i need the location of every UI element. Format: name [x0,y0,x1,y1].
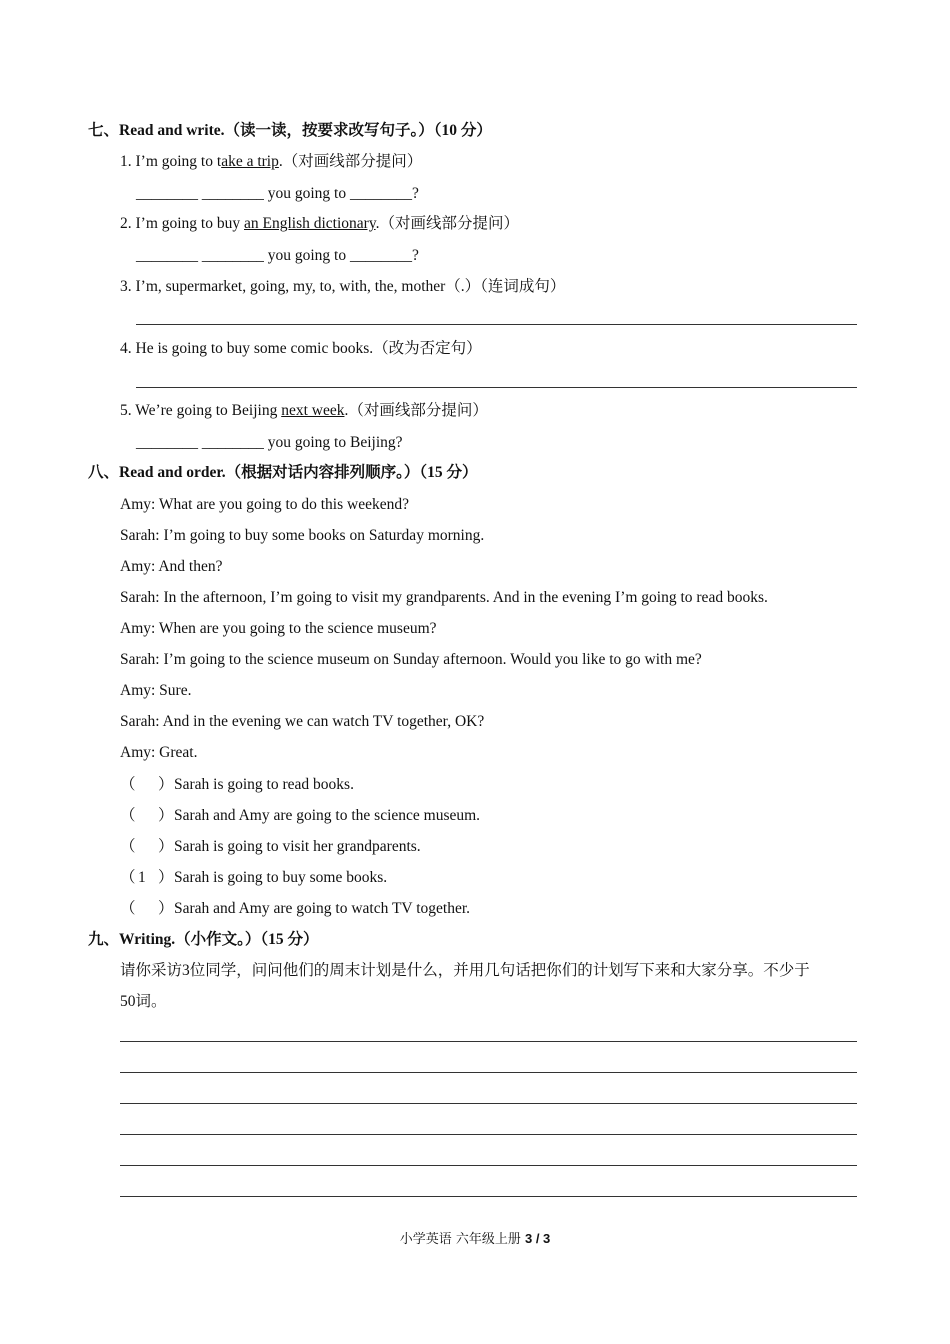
section-7-title: Read and write.（读一读，按要求改写句子。）（10 分） [119,122,492,139]
dialogue-line: Amy: What are you going to do this weekend? [120,496,409,513]
order-answer-box[interactable]: （ ） [120,776,174,793]
dialogue-line: Amy: And then? [120,558,223,575]
question-7-2-text: 2. I’m going to buy [120,215,244,232]
section-7-heading [88,121,492,141]
question-7-3: 3. I’m, supermarket, going, my, to, with, the, mother（.）（连词成句） [120,278,566,295]
page-footer [0,1228,950,1247]
order-item [120,837,421,857]
question-7-1 [120,152,422,172]
writing-line[interactable] [120,1041,857,1042]
writing-line[interactable] [120,1196,857,1197]
order-answer-box[interactable]: （ ） [120,838,174,855]
order-item [120,899,470,919]
page-number: 3 / 3 [524,1231,551,1246]
question-7-5-text: 5. We’re going to Beijing [120,402,282,419]
answer-blank-7-2[interactable]: ________ ________ you going to ________? [136,247,419,264]
section-8-number: 八、 [88,464,120,481]
question-7-2-underlined: an English dictionary [244,215,376,232]
section-9-title: Writing.（小作文。）（15 分） [119,931,319,948]
section-9-heading [88,930,319,950]
writing-prompt-line-1: 请你采访3位同学，问问他们的周末计划是什么，并用几句话把你们的计划写下来和大家分享。不少于 [120,962,810,979]
order-item-text: Sarah and Amy are going to watch TV together. [174,900,471,917]
writing-line[interactable] [120,1103,857,1104]
dialogue-line: Sarah: I’m going to buy some books on Saturday morning. [120,527,485,544]
answer-line-7-4[interactable] [136,387,857,388]
answer-blank-7-1[interactable]: ________ ________ you going to ________? [136,185,419,202]
order-answer-box[interactable]: （ 1 ） [120,869,174,886]
question-7-2-instruction: .（对画线部分提问） [375,215,519,232]
writing-line[interactable] [120,1165,857,1166]
order-item [120,775,354,795]
section-9-number: 九、 [88,931,120,948]
footer-text: 小学英语 六年级上册 [399,1232,525,1247]
writing-line[interactable] [120,1072,857,1073]
question-7-1-text: 1. I’m going to t [120,153,222,170]
order-item-text: Sarah and Amy are going to the science museum. [174,807,481,824]
order-answer: 1 [138,869,146,886]
order-item [120,868,387,888]
order-item-text: Sarah is going to visit her grandparents. [174,838,421,855]
order-item-text: Sarah is going to buy some books. [174,869,388,886]
dialogue-line: Sarah: And in the evening we can watch TV together, OK? [120,713,485,730]
dialogue-line: Amy: Great. [120,744,198,761]
question-7-1-underlined: ake a trip [221,153,279,170]
order-item-text: Sarah is going to read books. [174,776,354,793]
answer-line-7-3[interactable] [136,324,857,325]
dialogue-line: Sarah: In the afternoon, I’m going to visit my grandparents. And in the evening I’m going to read books. [120,589,768,606]
writing-prompt-line-2: 50词。 [120,993,167,1010]
dialogue-line: Amy: Sure. [120,682,192,699]
question-7-5 [120,401,488,421]
order-item [120,806,480,826]
section-8-title: Read and order.（根据对话内容排列顺序。）（15 分） [119,464,478,481]
question-7-2 [120,214,519,234]
dialogue-line: Amy: When are you going to the science museum? [120,620,437,637]
dialogue-line: Sarah: I’m going to the science museum on Sunday afternoon. Would you like to go with me? [120,651,702,668]
question-7-5-instruction: .（对画线部分提问） [344,402,488,419]
question-7-4: 4. He is going to buy some comic books.（改为否定句） [120,340,482,357]
writing-line[interactable] [120,1134,857,1135]
section-7-number: 七、 [88,122,120,139]
order-answer-box[interactable]: （ ） [120,807,174,824]
order-answer-box[interactable]: （ ） [120,900,174,917]
section-8-heading [88,463,478,483]
question-7-5-underlined: next week [281,402,345,419]
answer-blank-7-5[interactable]: ________ ________ you going to Beijing? [136,434,403,451]
question-7-1-instruction: .（对画线部分提问） [278,153,423,170]
